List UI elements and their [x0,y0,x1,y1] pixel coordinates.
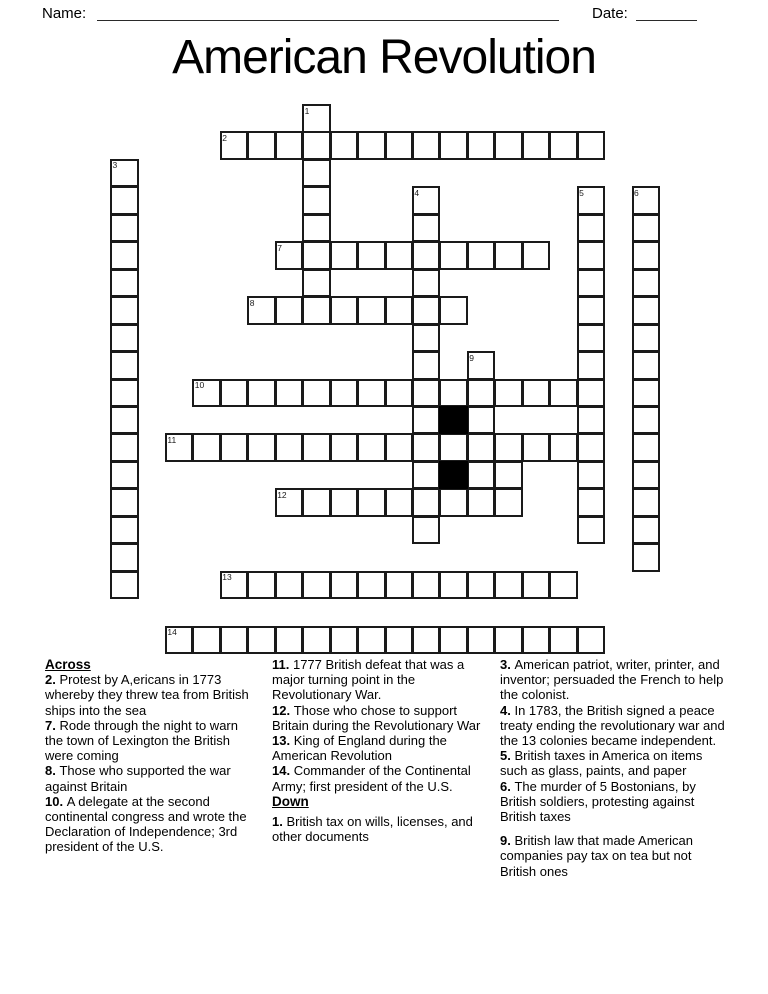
grid-cell[interactable] [110,324,139,353]
clue-number-label: 8. [45,763,60,779]
clue-column-3 [500,657,728,879]
grid-cell[interactable] [385,131,414,160]
name-label: Name: [42,5,87,22]
clue-text: 13. King of England during the American Revolution [272,733,447,764]
grid-cell[interactable] [357,433,386,462]
grid-cell[interactable] [110,461,139,490]
clue-number-label: 14. [272,763,294,779]
grid-cell[interactable] [110,379,139,408]
grid-cell[interactable] [577,516,606,545]
grid-cell[interactable] [412,461,441,490]
clue-number-13: 13 [222,572,232,583]
grid-cell[interactable] [467,461,496,490]
grid-cell[interactable] [439,296,468,325]
grid-cell[interactable] [385,241,414,270]
grid-cell[interactable] [385,379,414,408]
grid-cell[interactable] [330,379,359,408]
grid-cell[interactable] [632,324,661,353]
grid-cell[interactable] [330,241,359,270]
grid-cell[interactable] [549,379,578,408]
grid-cell[interactable] [632,379,661,408]
clue-number-1: 1 [304,105,310,116]
clue-text: 1. British tax on wills, licenses, and other documents [272,814,473,845]
grid-cell[interactable] [632,433,661,462]
grid-cell[interactable] [577,433,606,462]
grid-cell[interactable] [302,379,331,408]
grid-cell[interactable] [577,626,606,655]
grid-cell[interactable] [439,131,468,160]
clue-number-label: 12. [272,702,294,718]
clue-number-11: 11 [167,434,177,445]
grid-cell[interactable] [467,488,496,517]
blocked-cell [439,461,468,490]
clue-number-14: 14 [167,627,177,637]
grid-cell[interactable] [385,571,414,600]
clue-number-2: 2 [222,132,228,143]
clue-number-label: 2. [45,672,60,688]
grid-cell[interactable] [357,241,386,270]
grid-cell[interactable] [110,571,139,600]
grid-cell[interactable] [110,351,139,380]
grid-cell[interactable] [632,296,661,325]
grid-cell[interactable] [522,626,551,655]
grid-cell[interactable] [549,571,578,600]
grid-cell[interactable] [522,131,551,160]
grid-cell[interactable] [522,433,551,462]
clue-number-3: 3 [112,160,118,171]
grid-cell[interactable] [632,516,661,545]
grid-cell[interactable] [577,379,606,408]
grid-cell[interactable] [110,269,139,298]
grid-cell[interactable] [357,379,386,408]
grid-cell[interactable] [275,131,304,160]
grid-cell[interactable] [439,626,468,655]
grid-cell[interactable] [494,571,523,600]
grid-cell[interactable] [110,296,139,325]
grid-cell[interactable] [577,324,606,353]
grid-cell[interactable] [577,351,606,380]
clue-number-5: 5 [579,187,584,198]
grid-cell[interactable] [632,406,661,435]
grid-cell[interactable] [302,214,331,243]
grid-cell[interactable] [385,626,414,655]
grid-cell[interactable] [577,131,606,160]
grid-cell[interactable] [247,131,276,160]
clue-column-2 [272,657,489,844]
clue-number-12: 12 [277,489,287,500]
grid-cell[interactable] [357,571,386,600]
clue-number-label: 10. [45,793,67,809]
grid-cell[interactable] [467,406,496,435]
grid-cell[interactable] [110,186,139,215]
grid-cell[interactable] [439,379,468,408]
clue-text: 9. British law that made American companies pay tax on tea but not British ones [500,833,693,879]
grid-cell[interactable] [522,379,551,408]
grid-cell[interactable] [275,379,304,408]
grid-cell[interactable] [467,571,496,600]
grid-cell[interactable] [385,296,414,325]
grid-cell[interactable] [632,214,661,243]
blocked-cell [439,406,468,435]
grid-cell[interactable] [110,488,139,517]
clue-number-label: 4. [500,702,515,718]
clue-text: 10. A delegate at the second continental congress and wrote the Declaration of Independence; 3rd president of the U.S. [45,793,247,855]
grid-cell[interactable] [467,131,496,160]
clue-text: 11. 1777 British defeat that was a major turning point in the Revolutionary War. [272,657,465,703]
clue-number-label: 9. [500,833,515,849]
clue-number-label: 6. [500,778,515,794]
grid-cell[interactable] [577,488,606,517]
grid-cell[interactable] [330,488,359,517]
grid-cell[interactable] [494,488,523,517]
clue-text: 14. Commander of the Continental Army; first president of the U.S. [272,763,471,794]
grid-cell[interactable] [220,379,249,408]
clue-text: 7. Rode through the night to warn the town of Lexington the British were coming [45,717,238,764]
grid-cell[interactable] [412,626,441,655]
grid-cell[interactable] [220,433,249,462]
grid-cell[interactable] [412,571,441,600]
grid-cell[interactable] [275,571,304,600]
grid-cell[interactable] [330,626,359,655]
clue-text: 4. In 1783, the British signed a peace treaty ending the revolutionary war and the 13 colonies became independent. [500,702,725,749]
grid-cell[interactable] [412,516,441,545]
grid-cell[interactable] [549,626,578,655]
grid-cell[interactable] [330,296,359,325]
clue-text: 3. American patriot, writer, printer, and inventor; persuaded the French to help the colonist. [500,657,724,703]
grid-cell[interactable] [302,488,331,517]
grid-cell[interactable] [302,626,331,655]
grid-cell[interactable] [632,461,661,490]
clue-number-label: 1. [272,814,287,830]
grid-cell[interactable] [549,433,578,462]
grid-cell[interactable] [357,131,386,160]
grid-cell[interactable] [385,488,414,517]
grid-cell[interactable] [302,241,331,270]
grid-cell[interactable] [247,433,276,462]
grid-cell[interactable] [412,406,441,435]
grid-cell[interactable] [494,461,523,490]
grid-cell[interactable] [632,351,661,380]
clue-text: 5. British taxes in America on items such as glass, paints, and paper [500,748,703,779]
grid-cell[interactable] [247,626,276,655]
clue-number-10: 10 [194,380,205,390]
grid-cell[interactable] [192,433,221,462]
clue-number-label: 13. [272,733,294,749]
grid-cell[interactable] [577,269,606,298]
grid-cell[interactable] [330,433,359,462]
grid-cell[interactable] [632,269,661,298]
clue-number-label: 5. [500,748,515,764]
grid-cell[interactable] [110,214,139,243]
clue-text: 6. The murder of 5 Bostonians, by British soldiers, protesting against British taxes [500,778,696,825]
grid-cell[interactable] [577,406,606,435]
grid-cell[interactable] [110,433,139,462]
grid-cell[interactable] [467,241,496,270]
grid-cell[interactable] [522,571,551,600]
grid-cell[interactable] [385,433,414,462]
grid-cell[interactable] [412,324,441,353]
grid-cell[interactable] [632,241,661,270]
clue-number-label: 7. [45,717,60,733]
grid-cell[interactable] [632,543,661,572]
grid-cell[interactable] [275,433,304,462]
date-label: Date: [592,5,628,22]
grid-cell[interactable] [357,488,386,517]
clues-heading-down: Down [272,793,309,809]
grid-cell[interactable] [467,379,496,408]
grid-cell[interactable] [494,626,523,655]
grid-cell[interactable] [412,269,441,298]
grid-cell[interactable] [632,488,661,517]
grid-cell[interactable] [494,131,523,160]
grid-cell[interactable] [439,488,468,517]
grid-cell[interactable] [110,406,139,435]
grid-cell[interactable] [247,379,276,408]
clue-number-9: 9 [469,352,475,363]
clue-number-7: 7 [277,242,282,253]
grid-cell[interactable] [302,571,331,600]
grid-cell[interactable] [439,241,468,270]
grid-cell[interactable] [577,241,606,270]
grid-cell[interactable] [302,433,331,462]
grid-cell[interactable] [412,241,441,270]
grid-cell[interactable] [302,159,331,188]
grid-cell[interactable] [110,241,139,270]
grid-cell[interactable] [412,296,441,325]
grid-cell[interactable] [330,131,359,160]
grid-cell[interactable] [412,131,441,160]
grid-cell[interactable] [577,214,606,243]
grid-cell[interactable] [302,269,331,298]
grid-cell[interactable] [439,433,468,462]
grid-cell[interactable] [522,241,551,270]
grid-cell[interactable] [302,296,331,325]
clue-column-1 [45,657,254,855]
grid-cell[interactable] [467,433,496,462]
clue-text: 12. Those who chose to support Britain during the Revolutionary War [272,702,481,733]
grid-cell[interactable] [549,131,578,160]
grid-cell[interactable] [247,571,276,600]
grid-cell[interactable] [494,241,523,270]
grid-cell[interactable] [302,186,331,215]
grid-cell[interactable] [357,626,386,655]
clue-number-6: 6 [634,187,639,198]
grid-cell[interactable] [412,351,441,380]
clue-number-8: 8 [249,297,255,308]
grid-cell[interactable] [275,626,304,655]
grid-cell[interactable] [412,433,441,462]
grid-cell[interactable] [110,543,139,572]
grid-cell[interactable] [412,488,441,517]
clue-number-label: 11. [272,657,293,672]
grid-cell[interactable] [220,626,249,655]
grid-cell[interactable] [467,626,496,655]
grid-cell[interactable] [357,296,386,325]
grid-cell[interactable] [302,131,331,160]
grid-cell[interactable] [439,571,468,600]
grid-cell[interactable] [412,214,441,243]
grid-cell[interactable] [330,571,359,600]
grid-cell[interactable] [577,296,606,325]
grid-cell[interactable] [412,379,441,408]
grid-cell[interactable] [110,516,139,545]
page-title: American Revolution [172,31,596,84]
clue-number-label: 3. [500,657,515,672]
grid-cell[interactable] [494,433,523,462]
clue-number-4: 4 [414,187,420,198]
grid-cell[interactable] [275,296,304,325]
grid-cell[interactable] [192,626,221,655]
clues-heading-across: Across [45,657,91,672]
clue-text: 8. Those who supported the war against Britain [45,763,231,794]
grid-cell[interactable] [494,379,523,408]
grid-cell[interactable] [577,461,606,490]
clue-text: 2. Protest by A,ericans in 1773 whereby they threw tea from British ships into the sea [45,672,249,718]
